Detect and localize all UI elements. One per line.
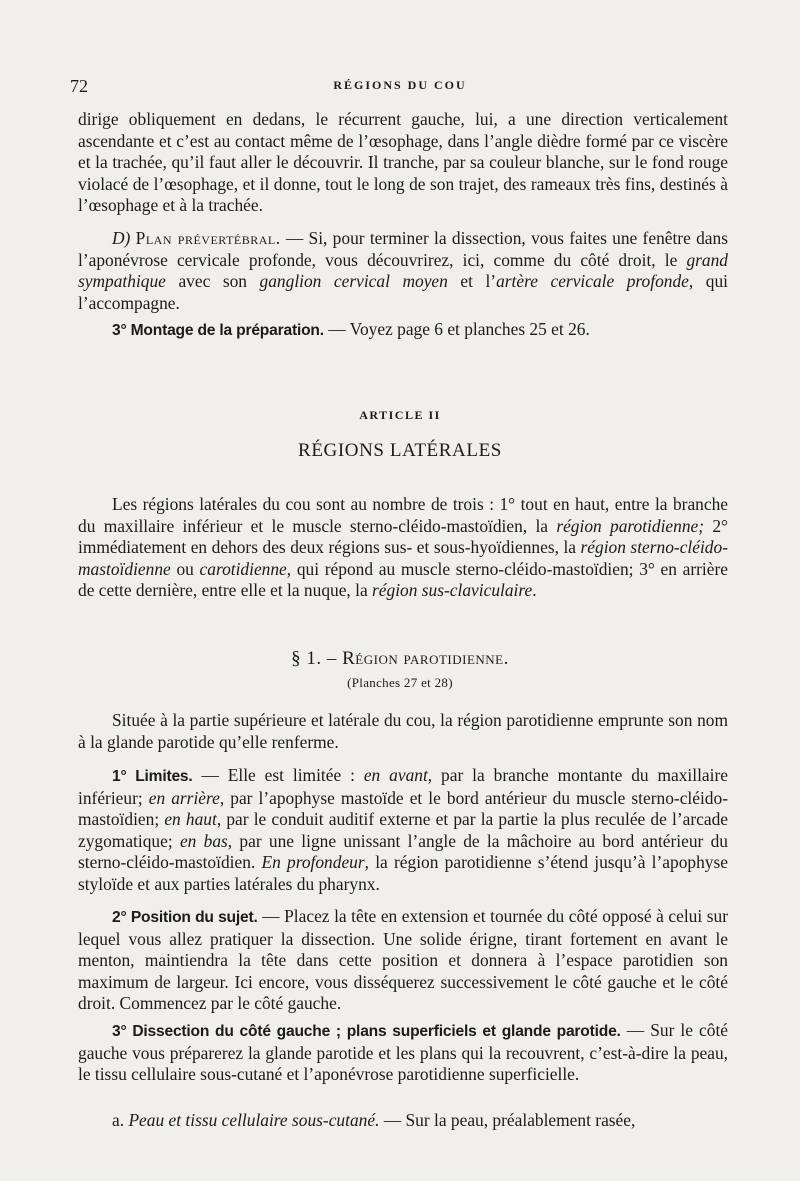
subsection-heading: Plan prévertébral.: [135, 228, 281, 248]
article-label: ARTICLE II: [359, 408, 441, 422]
paragraph-skin: a. Peau et tissu cellulaire sous-cutané. — Sur la peau, préalablement rasée,: [112, 1110, 636, 1130]
paragraph-lateral-regions: Les régions latérales du cou sont au nombre de trois : 1° tout en haut, entre la branche du maxillaire inférieur et le muscle sterno-cléido-mastoïdien, la région parotidienne; 2° immédiatement en dehors des deux régions sus- et sous-hyoïdiennes, la région sterno-cléido-mastoïdienne ou carotidienne, qui répond au muscle sterno-cléido-mastoïdien; 3° en arrière de cette dernière, entre elle et la nuque, la région sus-claviculaire.: [78, 494, 728, 601]
paragraph-montage: 3° Montage de la préparation. — Voyez page 6 et planches 25 et 26.: [112, 319, 590, 339]
running-head: RÉGIONS DU COU: [333, 78, 467, 92]
paragraph-heading: 3° Montage de la préparation.: [112, 322, 324, 339]
paragraph-heading: 2° Position du sujet.: [112, 909, 258, 926]
subsection-label: a.: [112, 1110, 125, 1130]
paragraph-situation: Située à la partie supérieure et latérale du cou, la région parotidienne emprunte son nom à la glande parotide qu’elle renferme.: [78, 710, 728, 752]
section-title: § 1. – Région parotidienne.: [291, 648, 509, 669]
section-subtitle: (Planches 27 et 28): [347, 675, 453, 690]
subsection-label: D): [112, 228, 131, 248]
paragraph-subject-position: 2° Position du sujet. — Placez la tête en extension et tournée du côté opposé à celui sur lequel vous allez pratiquer la dissection. Une solide érigne, tirant fortement en avant le menton, maintiendra la tête dans cette position et donnera à l’espace parotidien son maximum de largeur. Ici encore, vous disséquerez successivement le côté gauche et le côté droit. Commencez par le côté gauche.: [78, 906, 728, 1014]
paragraph-recurrent-nerve: dirige obliquement en dedans, le récurrent gauche, lui, a une direction verticalement ascendante et c’est au contact même de l’œsophage, dans l’angle dièdre formé par ce viscère et la trachée, qu’il faut aller le découvrir. Il tranche, par sa couleur blanche, sur le fond rouge violacé de l’œsophage, et il donne, tout le long de son trajet, des rameaux très fins, destinés à l’œsophage et à la trachée.: [78, 109, 728, 216]
page-number: 72: [70, 76, 88, 96]
paragraph-prevertebral-plane: D) Plan prévertébral. — Si, pour terminer la dissection, vous faites une fenêtre dans l’aponévrose cervicale profonde, vous découvrirez, ici, comme du côté droit, le grand sympathique avec son ganglion cervical moyen et l’artère cervicale profonde, qui l’accompagne.: [78, 228, 729, 313]
paragraph-heading: 1° Limites.: [112, 768, 193, 785]
page-header: [70, 76, 730, 100]
article-title: RÉGIONS LATÉRALES: [298, 440, 502, 461]
paragraph-limits: 1° Limites. — Elle est limitée : en avant, par la branche montante du maxillaire inférieur; en arrière, par l’apophyse mastoïde et le bord antérieur du muscle sterno-cléido-mastoïdien; en haut, par le conduit auditif externe et par la partie la plus reculée de l’arcade zygomatique; en bas, par une ligne unissant l’angle de la mâchoire au bord antérieur du sterno-cléido-mastoïdien. En profondeur, la région parotidienne s’étend jusqu’à l’apophyse styloïde et aux parties latérales du pharynx.: [78, 765, 728, 894]
paragraph-heading: 3° Dissection du côté gauche ; plans superficiels et glande parotide.: [112, 1023, 621, 1040]
paragraph-left-dissection: 3° Dissection du côté gauche ; plans superficiels et glande parotide. — Sur le côté gauche vous préparerez la glande parotide et les plans qui la recouvrent, c’est-à-dire la peau, le tissu cellulaire sous-cutané et l’aponévrose parotidienne superficielle.: [78, 1020, 728, 1085]
